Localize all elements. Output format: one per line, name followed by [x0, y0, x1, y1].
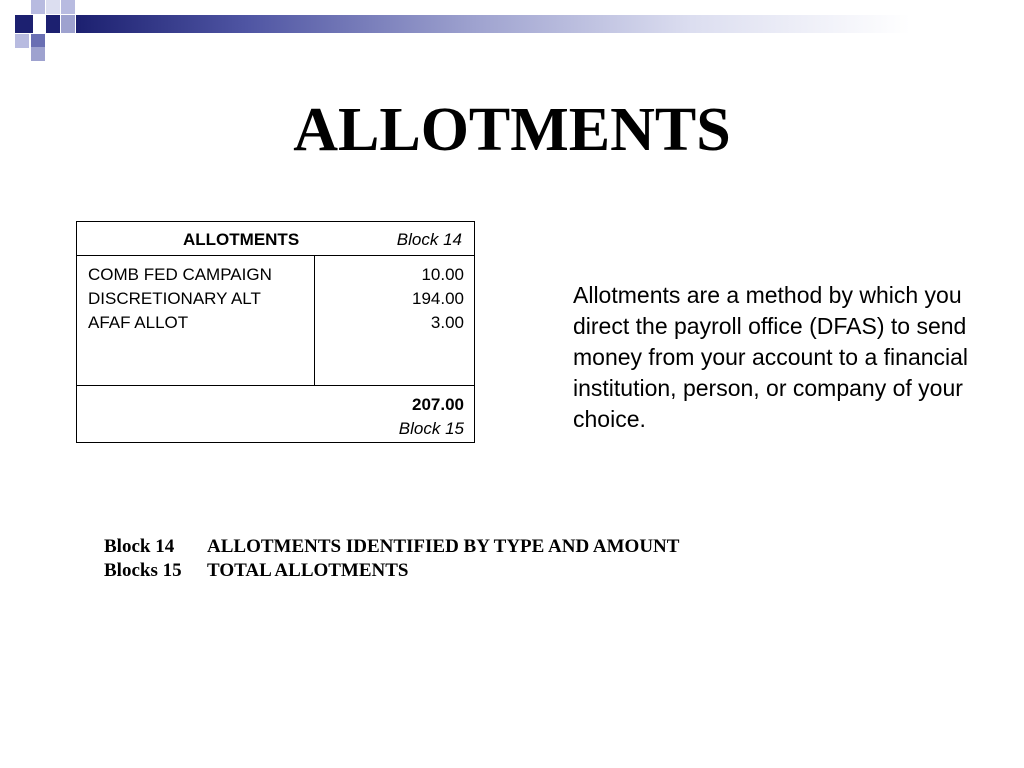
- allotments-table: [76, 221, 475, 443]
- table-header-block: Block 14: [396, 230, 462, 249]
- allotment-amount: 3.00: [430, 313, 464, 332]
- allotment-name: AFAF ALLOT: [88, 313, 189, 332]
- allotment-name: COMB FED CAMPAIGN: [88, 265, 272, 284]
- legend-row: [104, 535, 679, 559]
- table-footer: [77, 386, 474, 442]
- header-square-light: [31, 47, 45, 61]
- slide-title: ALLOTMENTS: [293, 96, 731, 164]
- block-legend: [104, 535, 679, 583]
- header-square-light: [46, 0, 60, 14]
- header-square-light: [31, 0, 45, 14]
- legend-key: Block 14: [104, 536, 175, 557]
- header-gradient-bar: [76, 15, 1024, 33]
- allotment-name: DISCRETIONARY ALT: [88, 289, 261, 308]
- legend-row: [104, 559, 679, 583]
- header-square-light: [15, 34, 29, 48]
- allotment-names-column: [77, 256, 315, 385]
- header-square-dark: [46, 15, 60, 33]
- allotment-amount: 194.00: [412, 289, 464, 308]
- allotment-amounts-column: [315, 256, 474, 385]
- legend-text: TOTAL ALLOTMENTS: [207, 560, 409, 581]
- total-block: Block 15: [398, 419, 464, 438]
- table-header: [77, 222, 474, 256]
- total-amount: 207.00: [412, 395, 464, 414]
- legend-key: Blocks 15: [104, 560, 182, 581]
- header-square-mid: [31, 34, 45, 48]
- description-text: Allotments are a method by which you direct the payroll office (DFAS) to send money from your account to a financial institution, person, or company of your choice.: [573, 282, 969, 432]
- legend-text: ALLOTMENTS IDENTIFIED BY TYPE AND AMOUNT: [207, 536, 680, 557]
- header-square-light: [61, 0, 75, 14]
- header-square-mid: [61, 15, 75, 33]
- header-square-dark: [15, 15, 33, 33]
- allotment-amount: 10.00: [421, 265, 464, 284]
- table-body: [77, 256, 474, 386]
- table-header-label: ALLOTMENTS: [183, 230, 300, 249]
